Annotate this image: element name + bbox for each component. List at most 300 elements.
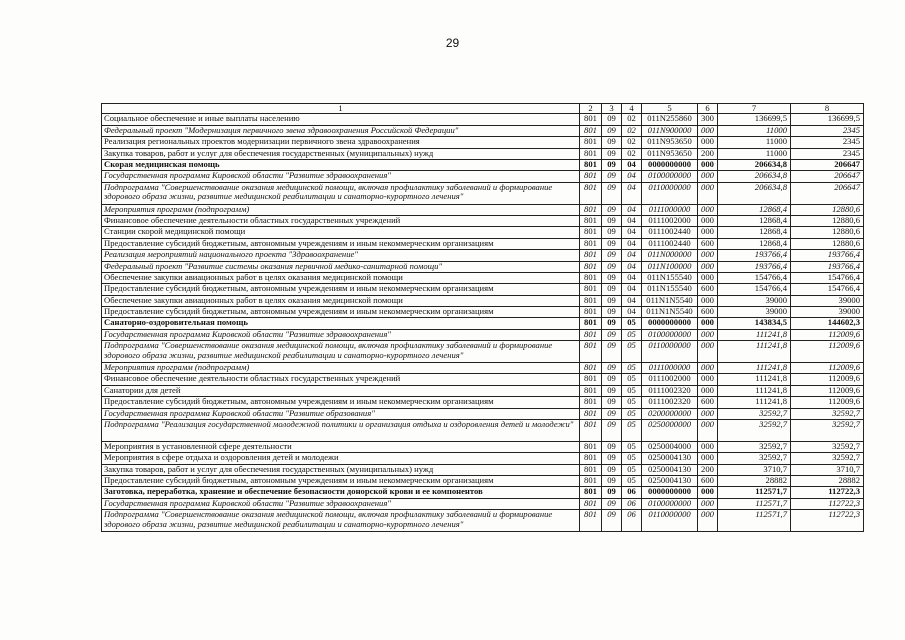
code-cell: 801 [580,204,602,215]
target-article-cell: 011N000000 [642,250,698,261]
expense-type-cell: 000 [698,171,718,182]
header-cell: 5 [642,104,698,114]
row-name-cell: Федеральный проект "Модернизация первичного звена здравоохранения Российской Федерации" [102,125,580,136]
section-cell: 09 [602,441,622,452]
row-name-cell: Закупка товаров, работ и услуг для обеспечения государственных (муниципальных) нужд [102,464,580,475]
row-name-cell: Социальное обеспечение и иные выплаты населению [102,114,580,125]
row-name-cell: Станции скорой медицинской помощи [102,227,580,238]
code-cell: 801 [580,374,602,385]
row-name-cell: Мероприятия программ (подпрограмм) [102,363,580,374]
subsection-cell: 04 [622,227,642,238]
table-row [102,204,864,215]
section-cell: 09 [602,374,622,385]
row-name-cell: Скорая медицинская помощь [102,159,580,170]
code-cell: 801 [580,419,602,441]
row-name-cell: Подпрограмма "Совершенствование оказания медицинской помощи, включая профилактику заболеваний и формирование здорового образа жизни, развитие медицинской реабилитации и санаторно-курортного лечения" [102,341,580,363]
amount-cell: 2345 [791,148,864,159]
subsection-cell: 04 [622,272,642,283]
expense-type-cell: 000 [698,182,718,204]
row-name-cell: Предоставление субсидий бюджетным, автономным учреждениям и иным некоммерческим организациям [102,238,580,249]
subsection-cell: 05 [622,374,642,385]
table-row [102,171,864,182]
row-name-cell: Предоставление субсидий бюджетным, автономным учреждениям и иным некоммерческим организациям [102,397,580,408]
section-cell: 09 [602,475,622,486]
target-article-cell: 011N155540 [642,272,698,283]
amount-cell: 28882 [718,475,791,486]
amount-cell: 3710,7 [718,464,791,475]
amount-cell: 112009,6 [791,385,864,396]
table-row [102,487,864,498]
amount-cell: 111241,8 [718,397,791,408]
subsection-cell: 05 [622,453,642,464]
amount-cell: 12868,4 [718,215,791,226]
section-cell: 09 [602,329,622,340]
section-cell: 09 [602,341,622,363]
target-article-cell: 0110000000 [642,341,698,363]
code-cell: 801 [580,137,602,148]
subsection-cell: 04 [622,295,642,306]
target-article-cell: 0111002000 [642,374,698,385]
section-cell: 09 [602,137,622,148]
amount-cell: 206634,8 [718,171,791,182]
expense-type-cell: 000 [698,159,718,170]
target-article-cell: 0000000000 [642,159,698,170]
amount-cell: 11000 [718,137,791,148]
target-article-cell: 011N1N5540 [642,307,698,318]
amount-cell: 12868,4 [718,238,791,249]
amount-cell: 39000 [791,307,864,318]
expense-type-cell: 000 [698,453,718,464]
page-number: 29 [445,36,460,50]
expense-type-cell: 600 [698,307,718,318]
section-cell: 09 [602,408,622,419]
subsection-cell: 05 [622,329,642,340]
table-row [102,272,864,283]
target-article-cell: 0111002440 [642,227,698,238]
code-cell: 801 [580,453,602,464]
code-cell: 801 [580,487,602,498]
amount-cell: 112009,6 [791,363,864,374]
code-cell: 801 [580,341,602,363]
target-article-cell: 0250004130 [642,453,698,464]
amount-cell: 206634,8 [718,182,791,204]
table-row [102,250,864,261]
row-name-cell: Подпрограмма "Совершенствование оказания медицинской помощи, включая профилактику заболеваний и формирование здорового образа жизни, развитие медицинской реабилитации и санаторно-курортного лечения" [102,510,580,532]
amount-cell: 32592,7 [718,408,791,419]
expense-type-cell: 600 [698,397,718,408]
table-row [102,318,864,329]
subsection-cell: 04 [622,307,642,318]
target-article-cell: 0111002320 [642,397,698,408]
table-row [102,341,864,363]
expense-type-cell: 000 [698,419,718,441]
row-name-cell: Санаторно-оздоровительная помощь [102,318,580,329]
row-name-cell: Реализация мероприятий национального проекта "Здравоохранение" [102,250,580,261]
code-cell: 801 [580,363,602,374]
code-cell: 801 [580,475,602,486]
row-name-cell: Государственная программа Кировской области "Развитие образования" [102,408,580,419]
subsection-cell: 04 [622,238,642,249]
expense-type-cell: 000 [698,441,718,452]
amount-cell: 206634,8 [718,159,791,170]
subsection-cell: 02 [622,148,642,159]
target-article-cell: 0000000000 [642,487,698,498]
section-cell: 09 [602,238,622,249]
amount-cell: 111241,8 [718,341,791,363]
section-cell: 09 [602,272,622,283]
code-cell: 801 [580,295,602,306]
section-cell: 09 [602,510,622,532]
subsection-cell: 05 [622,419,642,441]
section-cell: 09 [602,125,622,136]
target-article-cell: 0250004000 [642,441,698,452]
subsection-cell: 04 [622,182,642,204]
amount-cell: 32592,7 [718,453,791,464]
section-cell: 09 [602,182,622,204]
expense-type-cell: 000 [698,385,718,396]
expense-type-cell: 200 [698,464,718,475]
expense-type-cell: 000 [698,204,718,215]
amount-cell: 12880,6 [791,238,864,249]
section-cell: 09 [602,148,622,159]
table-row [102,227,864,238]
code-cell: 801 [580,182,602,204]
subsection-cell: 05 [622,408,642,419]
code-cell: 801 [580,284,602,295]
code-cell: 801 [580,441,602,452]
row-name-cell: Федеральный проект "Развитие системы оказания первичной медико-санитарной помощи" [102,261,580,272]
expense-type-cell: 000 [698,295,718,306]
section-cell: 09 [602,464,622,475]
amount-cell: 12880,6 [791,227,864,238]
expense-type-cell: 000 [698,227,718,238]
code-cell: 801 [580,148,602,159]
expense-type-cell: 000 [698,261,718,272]
expense-type-cell: 000 [698,408,718,419]
amount-cell: 143834,5 [718,318,791,329]
amount-cell: 112009,6 [791,374,864,385]
amount-cell: 111241,8 [718,374,791,385]
table-row [102,182,864,204]
row-name-cell: Закупка товаров, работ и услуг для обеспечения государственных (муниципальных) нужд [102,148,580,159]
amount-cell: 111241,8 [718,385,791,396]
expense-type-cell: 000 [698,363,718,374]
expense-type-cell: 000 [698,329,718,340]
table-row [102,475,864,486]
code-cell: 801 [580,272,602,283]
table-row [102,295,864,306]
row-name-cell: Государственная программа Кировской области "Развитие здравоохранения" [102,171,580,182]
row-name-cell: Финансовое обеспечение деятельности областных государственных учреждений [102,374,580,385]
expense-type-cell: 000 [698,510,718,532]
row-name-cell: Реализация региональных проектов модернизации первичного звена здравоохранения [102,137,580,148]
subsection-cell: 05 [622,385,642,396]
amount-cell: 11000 [718,125,791,136]
row-name-cell: Государственная программа Кировской области "Развитие здравоохранения" [102,329,580,340]
amount-cell: 112722,3 [791,510,864,532]
amount-cell: 3710,7 [791,464,864,475]
row-name-cell: Обеспечение закупки авиационных работ в целях оказания медицинской помощи [102,295,580,306]
table-row [102,159,864,170]
row-name-cell: Государственная программа Кировской области "Развитие здравоохранения" [102,498,580,509]
amount-cell: 32592,7 [791,453,864,464]
table-row [102,419,864,441]
target-article-cell: 0111000000 [642,363,698,374]
expense-type-cell: 000 [698,374,718,385]
expense-type-cell: 000 [698,250,718,261]
amount-cell: 193766,4 [791,250,864,261]
code-cell: 801 [580,125,602,136]
amount-cell: 32592,7 [718,441,791,452]
target-article-cell: 0000000000 [642,318,698,329]
section-cell: 09 [602,385,622,396]
header-cell: 8 [791,104,864,114]
subsection-cell: 06 [622,487,642,498]
code-cell: 801 [580,227,602,238]
section-cell: 09 [602,159,622,170]
row-name-cell: Подпрограмма "Реализация государственной молодежной политики и организация отдыха и оздоровления детей и молодежи" [102,419,580,441]
row-name-cell: Мероприятия программ (подпрограмм) [102,204,580,215]
subsection-cell: 05 [622,341,642,363]
target-article-cell: 011N100000 [642,261,698,272]
header-cell: 2 [580,104,602,114]
row-name-cell: Предоставление субсидий бюджетным, автономным учреждениям и иным некоммерческим организациям [102,284,580,295]
table-row [102,329,864,340]
amount-cell: 12868,4 [718,227,791,238]
section-cell: 09 [602,215,622,226]
table-row [102,284,864,295]
expense-type-cell: 600 [698,238,718,249]
amount-cell: 32592,7 [718,419,791,441]
section-cell: 09 [602,453,622,464]
amount-cell: 112571,7 [718,510,791,532]
expense-type-cell: 000 [698,272,718,283]
code-cell: 801 [580,261,602,272]
table-header-row [102,104,864,114]
target-article-cell: 0100000000 [642,498,698,509]
amount-cell: 112571,7 [718,498,791,509]
table-row [102,374,864,385]
target-article-cell: 011N255860 [642,114,698,125]
amount-cell: 193766,4 [791,261,864,272]
expense-type-cell: 000 [698,137,718,148]
row-name-cell: Предоставление субсидий бюджетным, автономным учреждениям и иным некоммерческим организациям [102,475,580,486]
amount-cell: 112571,7 [718,487,791,498]
amount-cell: 193766,4 [718,250,791,261]
row-name-cell: Санатории для детей [102,385,580,396]
amount-cell: 112722,3 [791,487,864,498]
table-row [102,261,864,272]
code-cell: 801 [580,318,602,329]
subsection-cell: 05 [622,441,642,452]
section-cell: 09 [602,261,622,272]
amount-cell: 154766,4 [791,272,864,283]
subsection-cell: 04 [622,261,642,272]
expense-type-cell: 000 [698,487,718,498]
row-name-cell: Заготовка, переработка, хранение и обеспечение безопасности донорской крови и ее компонентов [102,487,580,498]
section-cell: 09 [602,498,622,509]
target-article-cell: 0250000000 [642,419,698,441]
amount-cell: 39000 [791,295,864,306]
amount-cell: 2345 [791,137,864,148]
amount-cell: 206647 [791,159,864,170]
amount-cell: 206647 [791,182,864,204]
amount-cell: 12880,6 [791,215,864,226]
code-cell: 801 [580,307,602,318]
amount-cell: 32592,7 [791,408,864,419]
amount-cell: 28882 [791,475,864,486]
target-article-cell: 011N1N5540 [642,295,698,306]
amount-cell: 11000 [718,148,791,159]
section-cell: 09 [602,284,622,295]
code-cell: 801 [580,114,602,125]
amount-cell: 12880,6 [791,204,864,215]
amount-cell: 154766,4 [718,272,791,283]
table-row [102,498,864,509]
amount-cell: 39000 [718,295,791,306]
subsection-cell: 06 [622,498,642,509]
subsection-cell: 05 [622,363,642,374]
code-cell: 801 [580,171,602,182]
subsection-cell: 04 [622,284,642,295]
target-article-cell: 0111002000 [642,215,698,226]
section-cell: 09 [602,204,622,215]
expense-type-cell: 000 [698,318,718,329]
code-cell: 801 [580,498,602,509]
subsection-cell: 02 [622,125,642,136]
target-article-cell: 0111000000 [642,204,698,215]
header-cell: 1 [102,104,580,114]
section-cell: 09 [602,307,622,318]
table-row [102,114,864,125]
target-article-cell: 0250004130 [642,475,698,486]
section-cell: 09 [602,397,622,408]
target-article-cell: 0110000000 [642,510,698,532]
subsection-cell: 05 [622,475,642,486]
expense-type-cell: 300 [698,114,718,125]
subsection-cell: 04 [622,215,642,226]
amount-cell: 32592,7 [791,419,864,441]
subsection-cell: 04 [622,250,642,261]
row-name-cell: Обеспечение закупки авиационных работ в целях оказания медицинской помощи [102,272,580,283]
table-row [102,453,864,464]
row-name-cell: Мероприятия в сфере отдыха и оздоровления детей и молодежи [102,453,580,464]
header-cell: 4 [622,104,642,114]
subsection-cell: 02 [622,114,642,125]
section-cell: 09 [602,363,622,374]
target-article-cell: 0111002440 [642,238,698,249]
amount-cell: 39000 [718,307,791,318]
target-article-cell: 0100000000 [642,171,698,182]
code-cell: 801 [580,397,602,408]
subsection-cell: 06 [622,510,642,532]
row-name-cell: Мероприятия в установленной сфере деятельности [102,441,580,452]
amount-cell: 112722,3 [791,498,864,509]
table-row [102,363,864,374]
header-cell: 3 [602,104,622,114]
expense-type-cell: 000 [698,125,718,136]
table-row [102,137,864,148]
amount-cell: 112009,6 [791,397,864,408]
expense-type-cell: 600 [698,284,718,295]
subsection-cell: 05 [622,397,642,408]
header-cell: 7 [718,104,791,114]
section-cell: 09 [602,227,622,238]
table-row [102,215,864,226]
code-cell: 801 [580,329,602,340]
code-cell: 801 [580,250,602,261]
amount-cell: 32592,7 [791,441,864,452]
amount-cell: 154766,4 [718,284,791,295]
section-cell: 09 [602,171,622,182]
code-cell: 801 [580,408,602,419]
subsection-cell: 04 [622,171,642,182]
section-cell: 09 [602,487,622,498]
amount-cell: 12868,4 [718,204,791,215]
subsection-cell: 04 [622,159,642,170]
section-cell: 09 [602,419,622,441]
expense-type-cell: 000 [698,341,718,363]
table-row [102,510,864,532]
row-name-cell: Предоставление субсидий бюджетным, автономным учреждениям и иным некоммерческим организациям [102,307,580,318]
expense-type-cell: 600 [698,475,718,486]
expense-type-cell: 000 [698,215,718,226]
code-cell: 801 [580,159,602,170]
target-article-cell: 011N155540 [642,284,698,295]
subsection-cell: 02 [622,137,642,148]
section-cell: 09 [602,250,622,261]
section-cell: 09 [602,114,622,125]
row-name-cell: Финансовое обеспечение деятельности областных государственных учреждений [102,215,580,226]
code-cell: 801 [580,464,602,475]
table-body [102,104,864,532]
target-article-cell: 0200000000 [642,408,698,419]
row-name-cell: Подпрограмма "Совершенствование оказания медицинской помощи, включая профилактику заболеваний и формирование здорового образа жизни, развитие медицинской реабилитации и санаторно-курортного лечения" [102,182,580,204]
amount-cell: 112009,6 [791,329,864,340]
code-cell: 801 [580,510,602,532]
target-article-cell: 0110000000 [642,182,698,204]
amount-cell: 136699,5 [718,114,791,125]
code-cell: 801 [580,385,602,396]
code-cell: 801 [580,215,602,226]
table-row [102,397,864,408]
table-row [102,385,864,396]
budget-table [101,103,864,532]
table-row [102,307,864,318]
section-cell: 09 [602,295,622,306]
table-row [102,238,864,249]
expense-type-cell: 200 [698,148,718,159]
amount-cell: 136699,5 [791,114,864,125]
amount-cell: 2345 [791,125,864,136]
section-cell: 09 [602,318,622,329]
amount-cell: 193766,4 [718,261,791,272]
table-row [102,464,864,475]
table-row [102,408,864,419]
target-article-cell: 011N953650 [642,148,698,159]
header-cell: 6 [698,104,718,114]
subsection-cell: 05 [622,318,642,329]
subsection-cell: 04 [622,204,642,215]
amount-cell: 112009,6 [791,341,864,363]
table-row [102,441,864,452]
amount-cell: 111241,8 [718,329,791,340]
amount-cell: 111241,8 [718,363,791,374]
target-article-cell: 0111002320 [642,385,698,396]
table-row [102,125,864,136]
subsection-cell: 05 [622,464,642,475]
target-article-cell: 0250004130 [642,464,698,475]
